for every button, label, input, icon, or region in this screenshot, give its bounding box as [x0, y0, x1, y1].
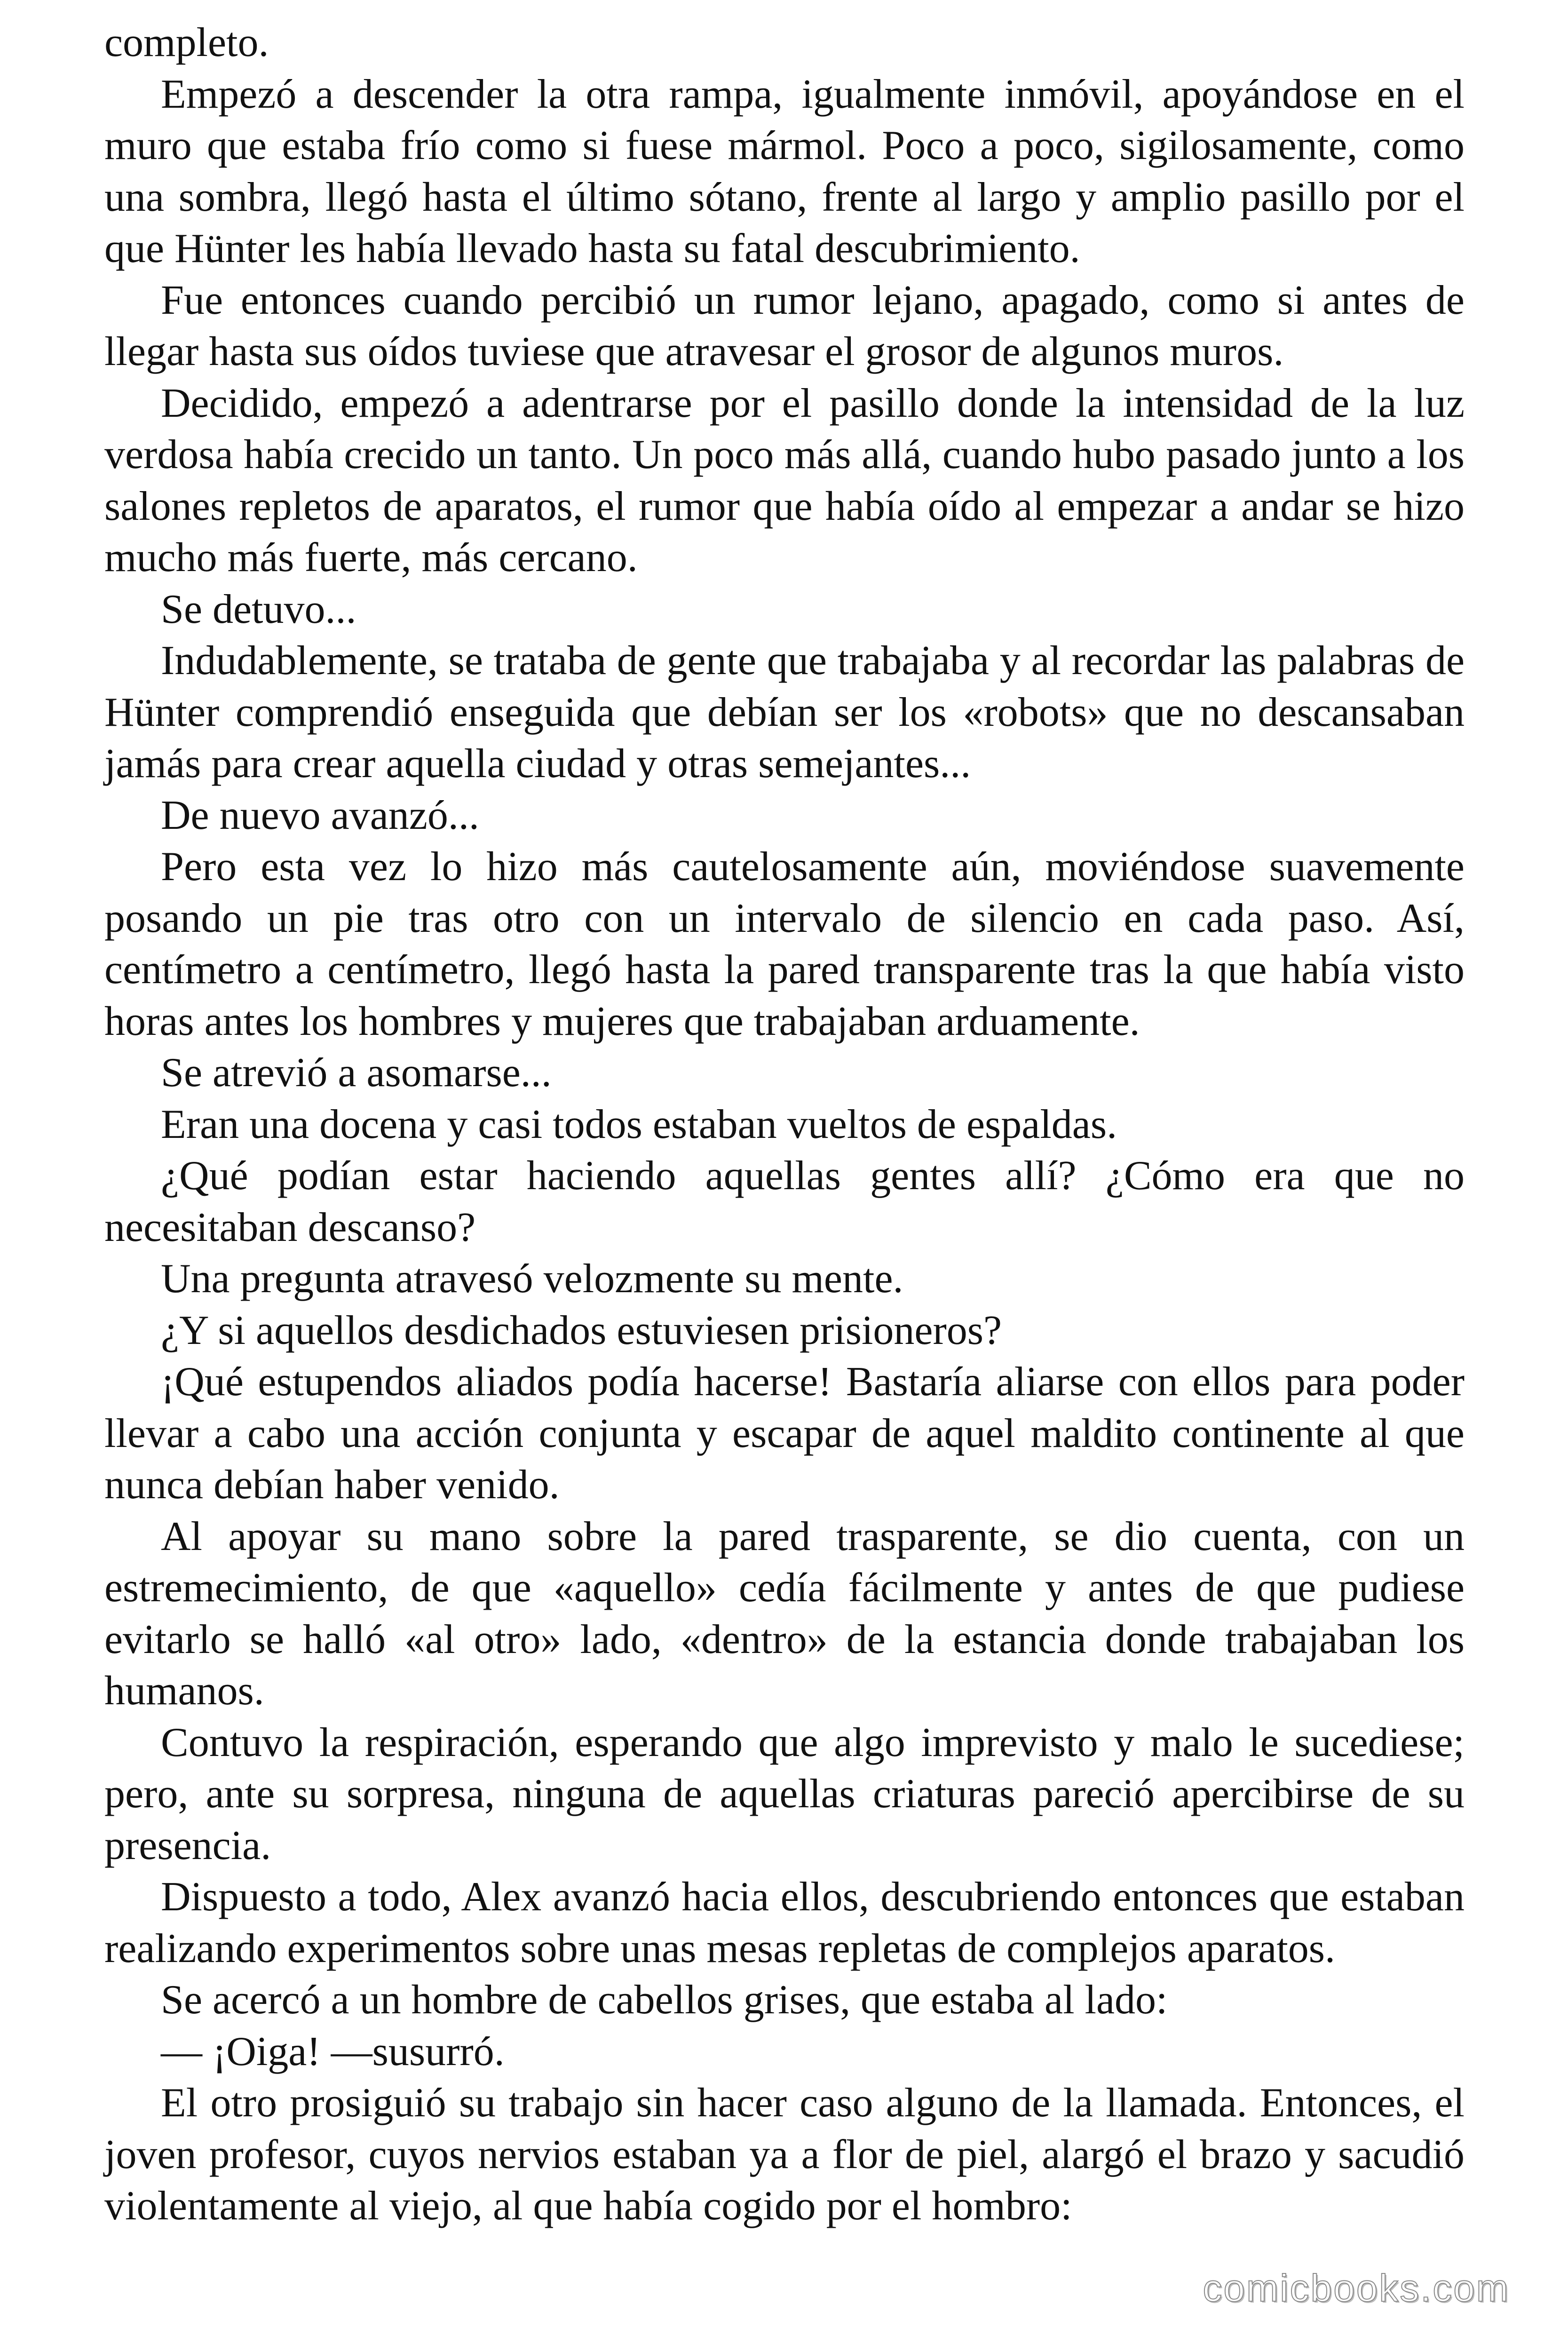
site-watermark: comicbooks.com [1203, 2267, 1510, 2310]
paragraph: ¿Y si aquellos desdichados estuviesen prisioneros? [161, 1307, 1002, 1353]
paragraph: Se acercó a un hombre de cabellos grises, que estaba al lado: [161, 1977, 1168, 2023]
paragraph: Contuvo la respiración, esperando que algo imprevisto y malo le sucediese; pero, ante su sorpresa, ninguna de aquellas criaturas pareció apercibirse de su presencia. [104, 1719, 1465, 1868]
paragraph: — ¡Oiga! —susurró. [161, 2028, 505, 2074]
paragraph: Decidido, empezó a adentrarse por el pasillo donde la intensidad de la luz verdosa había crecido un tanto. Un poco más allá, cuando hubo pasado junto a los salones repletos de aparatos, el rumor que había oído al empezar a andar se hizo mucho más fuerte, más cercano. [104, 380, 1465, 580]
paragraph: Empezó a descender la otra rampa, igualmente inmóvil, apoyándose en el muro que estaba frío como si fuese mármol. Poco a poco, sigilosamente, como una sombra, llegó hasta el último sótano, frente al largo y amplio pasillo por el que Hünter les había llevado hasta su fatal descubrimiento. [104, 71, 1465, 271]
paragraph: Dispuesto a todo, Alex avanzó hacia ellos, descubriendo entonces que estaban realizando experimentos sobre unas mesas repletas de complejos aparatos. [104, 1874, 1465, 1971]
paragraph: Se detuvo... [161, 586, 356, 632]
paragraph: Al apoyar su mano sobre la pared trasparente, se dio cuenta, con un estremecimiento, de que «aquello» cedía fácilmente y antes de que pudiese evitarlo se halló «al otro» lado, «dentro» de la estancia donde trabajaban los humanos. [104, 1513, 1465, 1714]
paragraph: Eran una docena y casi todos estaban vueltos de espaldas. [161, 1101, 1117, 1147]
paragraph-continuation: completo. [104, 20, 269, 65]
paragraph: Indudablemente, se trataba de gente que trabajaba y al recordar las palabras de Hünter comprendió enseguida que debían ser los «robots» que no descansaban jamás para crear aquella ciudad y otras semejantes... [104, 638, 1465, 787]
paragraph: De nuevo avanzó... [161, 792, 479, 838]
book-page-text [104, 17, 1465, 2232]
paragraph: ¡Qué estupendos aliados podía hacerse! Bastaría aliarse con ellos para poder llevar a cabo una acción conjunta y escapar de aquel maldito continente al que nunca debían haber venido. [104, 1359, 1465, 1508]
paragraph: Fue entonces cuando percibió un rumor lejano, apagado, como si antes de llegar hasta sus oídos tuviese que atravesar el grosor de algunos muros. [104, 277, 1465, 374]
paragraph: ¿Qué podían estar haciendo aquellas gentes allí? ¿Cómo era que no necesitaban descanso? [104, 1153, 1465, 1250]
paragraph: El otro prosiguió su trabajo sin hacer caso alguno de la llamada. Entonces, el joven profesor, cuyos nervios estaban ya a flor de piel, alargó el brazo y sacudió violentamente al viejo, al que había cogido por el hombro: [104, 2080, 1465, 2229]
paragraph: Pero esta vez lo hizo más cautelosamente aún, moviéndose suavemente posando un pie tras otro con un intervalo de silencio en cada paso. Así, centímetro a centímetro, llegó hasta la pared transparente tras la que había visto horas antes los hombres y mujeres que trabajaban arduamente. [104, 844, 1465, 1044]
paragraph: Se atrevió a asomarse... [161, 1050, 552, 1096]
paragraph: Una pregunta atravesó velozmente su mente. [161, 1256, 903, 1302]
